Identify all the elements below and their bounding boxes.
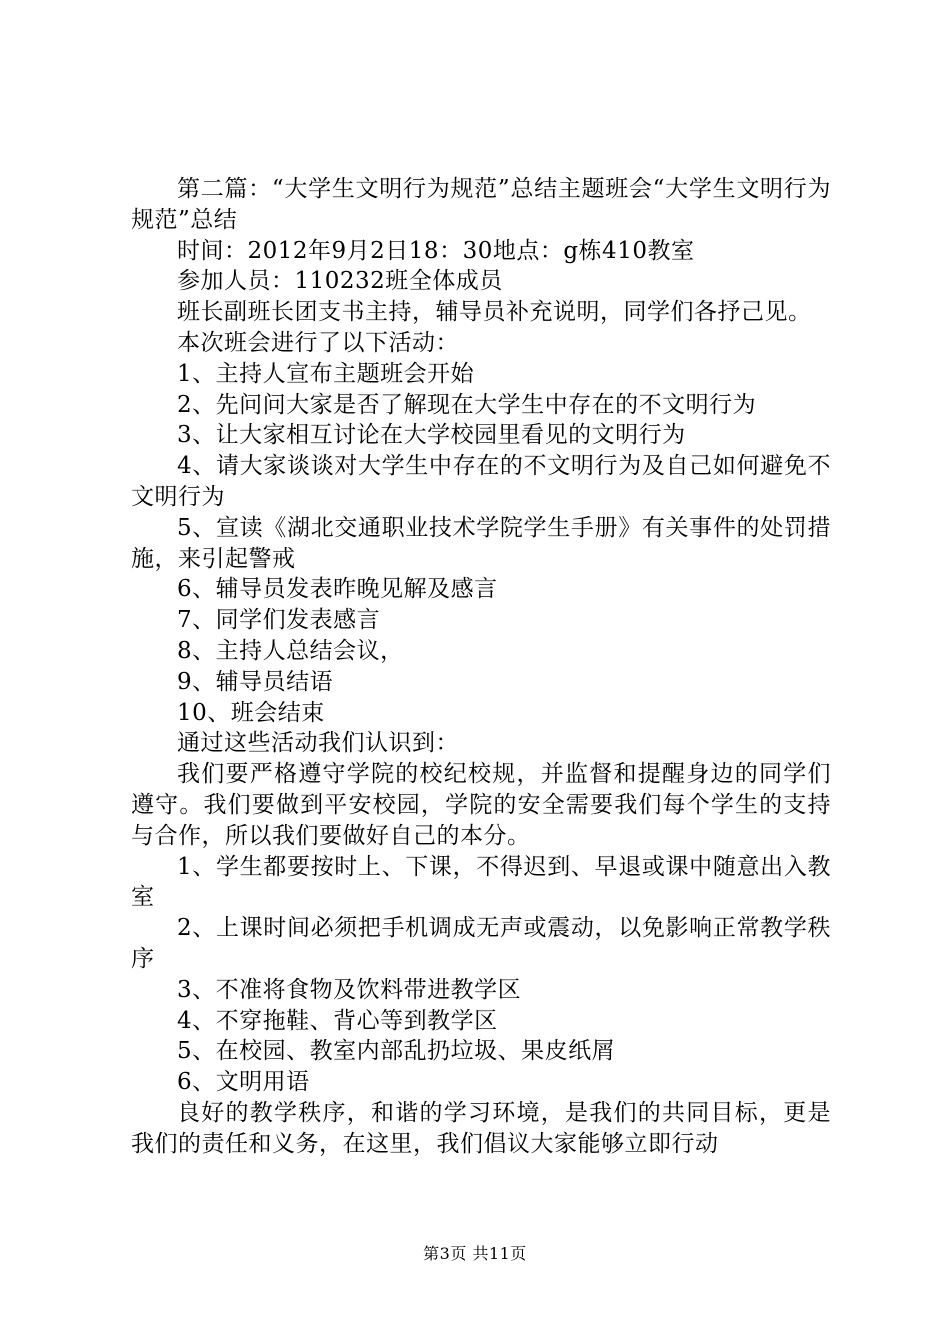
activity-item-5: 5、宣读《湖北交通职业技术学院学生手册》有关事件的处罚措施，来引起警戒 (131, 514, 831, 572)
activity-item-7: 7、同学们发表感言 (177, 607, 381, 634)
paragraph-title: 第二篇：“大学生文明行为规范”总结主题班会“大学生文明行为规范”总结 (131, 176, 831, 233)
rule-item-3: 3、不准将食物及饮料带进教学区 (177, 976, 522, 1003)
paragraph-participants: 参加人员：110232班全体成员 (177, 268, 503, 295)
rule-item-5: 5、在校园、教室内部乱扔垃圾、果皮纸屑 (177, 1038, 616, 1065)
rule-item-4: 4、不穿拖鞋、背心等到教学区 (177, 1007, 498, 1034)
activity-item-8: 8、主持人总结会议， (177, 637, 404, 664)
activity-item-6: 6、辅导员发表昨晚见解及感言 (177, 576, 498, 603)
activity-item-4: 4、请大家谈谈对大学生中存在的不文明行为及自己如何避免不文明行为 (131, 453, 831, 510)
paragraph-closing: 良好的教学秩序，和谐的学习环境，是我们的共同目标，更是我们的责任和义务，在这里，我们倡议大家能够立即行动 (131, 1099, 831, 1157)
page-footer: 第3页 共11页 (423, 1244, 527, 1263)
paragraph-activities-intro: 本次班会进行了以下活动： (177, 329, 459, 356)
activity-item-9: 9、辅导员结语 (177, 668, 334, 695)
activity-item-10: 10、班会结束 (177, 699, 325, 726)
rule-item-6: 6、文明用语 (177, 1069, 310, 1096)
rule-item-1: 1、学生都要按时上、下课，不得迟到、早退或课中随意出入教室 (131, 853, 831, 911)
document-body (131, 174, 831, 1160)
activity-item-1: 1、主持人宣布主题班会开始 (177, 360, 475, 387)
activity-item-3: 3、让大家相互讨论在大学校园里看见的文明行为 (177, 422, 686, 449)
paragraph-rules-statement: 我们要严格遵守学院的校纪校规，并监督和提醒身边的同学们遵守。我们要做到平安校园，学院的安全需要我们每个学生的支持与合作，所以我们要做好自己的本分。 (131, 761, 831, 849)
paragraph-realization-intro: 通过这些活动我们认识到： (177, 730, 459, 757)
paragraph-time-location: 时间：2012年9月2日18：30地点：g栋410教室 (177, 237, 695, 264)
activity-item-2: 2、先问问大家是否了解现在大学生中存在的不文明行为 (177, 391, 757, 418)
paragraph-hosts: 班长副班长团支书主持，辅导员补充说明，同学们各抒己见。 (177, 299, 812, 326)
rule-item-2: 2、上课时间必须把手机调成无声或震动，以免影响正常教学秩序 (131, 915, 831, 972)
